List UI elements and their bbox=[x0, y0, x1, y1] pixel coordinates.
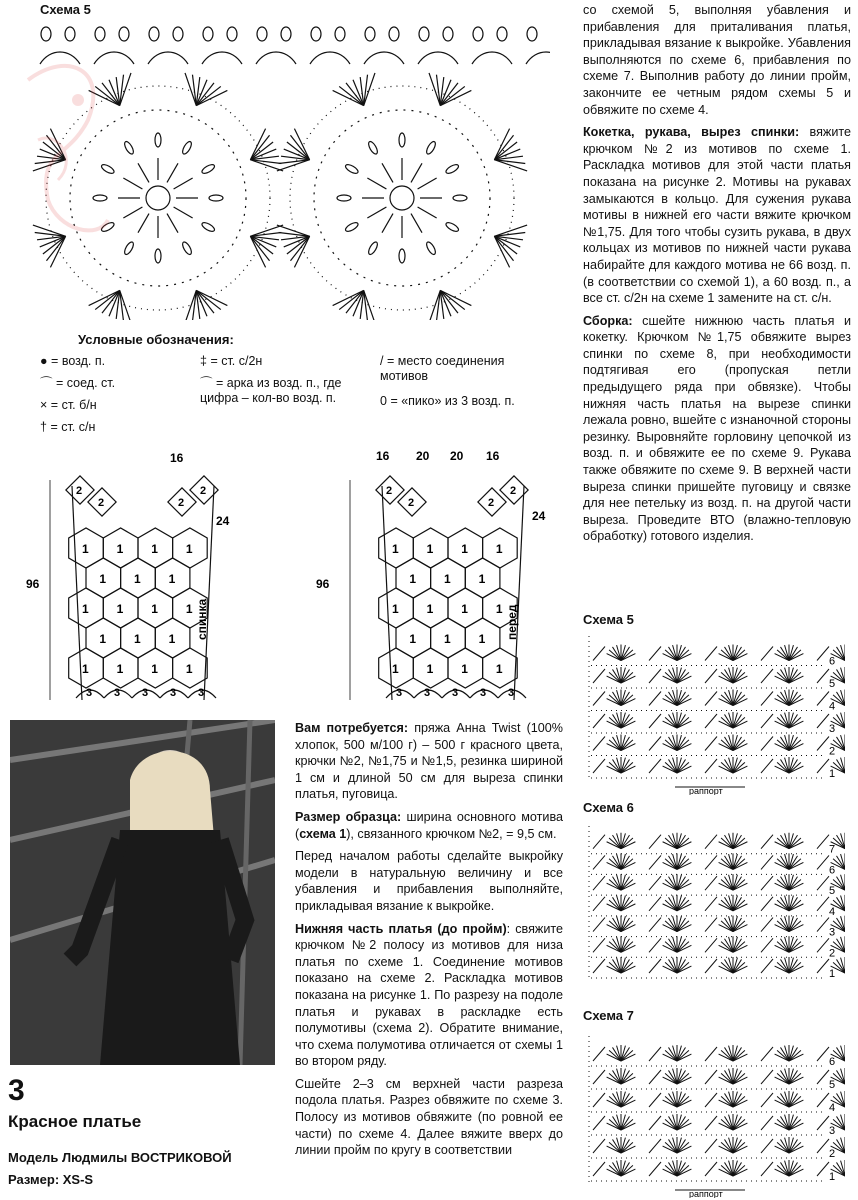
middle-column: Вам потребуется: пряжа Анна Twist (100% хлопок, 500 м/100 г) – 500 г красного цвета, крючки №2, №1,75 и №1,5, резинка шириной 1 см и длиной 50 см для выреза спинки платья, пуговица. Размер образца: ширина основного мотива (схема 1), связанного крючком №2, = 9,5 см. Перед началом работы сделайте выкройку модели в натуральную величину и все убавления и прибавления выполняйте, прикладывая вязание к выкройке. Нижняя часть платья (до пройм): свяжите крючком №2 полосу из мотивов для низа платья по схеме 1. Соединение мотивов показано на схеме 2. Раскладка мотивов показана на рисунке 1. По разрезу на подоле платья и рукавах в раскладке есть полумотивы (схема 2). Обратите внимание, что схема полумотива отличается от схемы 1 во втором ряду. Сшейте 2–3 см верхней части разреза подола платья. Разрез обвяжите по схеме 3. Полосу из мотивов обвяжите (по ровной ее части) по схеме 4. Далее вяжите вверх до линии пройм по кругу в соответствии bbox=[295, 721, 563, 1158]
front-w1: 16 bbox=[376, 450, 390, 463]
legend-item: ‡ = ст. с/2н bbox=[200, 354, 263, 368]
motif-number: 1 bbox=[478, 572, 486, 586]
motif-number: 3 bbox=[452, 687, 459, 699]
motif-number: 1 bbox=[133, 632, 141, 646]
front-w4: 16 bbox=[486, 450, 500, 463]
row-number: 5 bbox=[829, 1079, 836, 1091]
motif-number: 1 bbox=[185, 602, 193, 616]
motif-number: 1 bbox=[151, 662, 158, 676]
motif-number: 2 bbox=[98, 497, 105, 509]
motif-number: 1 bbox=[409, 632, 417, 646]
legend-item: † = ст. с/н bbox=[40, 420, 96, 434]
row-number: 5 bbox=[829, 885, 836, 898]
motif-number: 3 bbox=[114, 687, 121, 699]
model-photo bbox=[10, 720, 275, 1065]
model-author: Модель Людмилы ВОСТРИКОВОЙ bbox=[8, 1150, 232, 1165]
motif-number: 1 bbox=[495, 602, 503, 616]
motif-number: 2 bbox=[76, 485, 83, 497]
legend-item: × = ст. б/н bbox=[40, 398, 97, 412]
motif-number: 1 bbox=[461, 602, 468, 616]
motif-number: 1 bbox=[426, 662, 434, 676]
row-number: 6 bbox=[829, 864, 836, 877]
motif-number: 3 bbox=[170, 687, 177, 699]
article-title: Красное платье bbox=[8, 1112, 142, 1131]
motif-number: 1 bbox=[99, 632, 107, 646]
row-number: 7 bbox=[829, 843, 836, 856]
right-column: со схемой 5, выполняя убавления и прибавления для приталивания платья, прикладывая вязание к выкройке. Убавления выполняются по схеме 6, прибавления по схеме 7. Выполнив работу до линии пройм, закончите ее четным рядом схемы 5 и обвяжите по схеме 4. Кокетка, рукава, вырез спинки: вяжите крючком №2 из мотивов по схеме 1. Раскладка мотивов для этой части платья показана на рисунке 2. Мотивы на рукавах замыкаются в кольцо. Для сужения рукава мотивы в нижней его части вяжите крючком №1,75. Для того чтобы сузить рукава, в двух кольцах из мотивов по нижней части рукава набирайте для каждого мотива не 66 возд. п. (в соответствии со схемой 1), а 60 возд. п., а все ст. с/2н на схеме 1 замените на ст. с/н. Сборка: сшейте нижнюю часть платья и кокетку. Крючком №1,75 обвяжите вырез спинки по схеме 8, при необходимости подтягивая его (пропуская петли предыдущего ряда при обвязке). Чтобы нижняя часть платья на вырезе спинки лежала ровно, вшейте с изнаночной стороны резинку. Выровняйте горловину цепочкой из возд. п. и обвяжите ее по схеме 9. Рукава также обвяжите по схеме 9. В верхней части выреза спинки пришейте пуговицу и связке для нее петельку из возд. п. на другой части выреза. Проведите ВТО (влажно-тепловую обработку) готового изделия. bbox=[583, 3, 851, 544]
motif-number: 3 bbox=[86, 687, 93, 699]
back-label: спинка bbox=[195, 598, 209, 640]
front-label: перед bbox=[505, 604, 519, 640]
rapport-label: раппорт bbox=[689, 786, 723, 795]
motif-number: 3 bbox=[142, 687, 149, 699]
scheme6-diagram bbox=[585, 820, 845, 995]
legend-item: ● = возд. п. bbox=[40, 354, 106, 368]
legend-title: Условные обозначения: bbox=[78, 332, 234, 347]
motif-number: 1 bbox=[495, 542, 503, 556]
front-depth: 24 bbox=[532, 509, 546, 523]
row-number: 2 bbox=[829, 745, 836, 758]
motif-number: 3 bbox=[198, 687, 205, 699]
row-number: 2 bbox=[829, 947, 836, 960]
row-number: 3 bbox=[829, 1125, 836, 1137]
watermark-logo bbox=[8, 40, 128, 260]
motif-number: 2 bbox=[488, 497, 495, 509]
motif-number: 3 bbox=[396, 687, 403, 699]
motif-number: 1 bbox=[392, 602, 399, 616]
motif-number: 1 bbox=[116, 662, 124, 676]
motif-number: 2 bbox=[386, 485, 393, 497]
scheme5-diagram bbox=[585, 630, 845, 795]
legend-item: 0 = «пико» из 3 возд. п. bbox=[380, 394, 515, 408]
motif-number: 1 bbox=[478, 632, 486, 646]
motif-center bbox=[390, 186, 414, 210]
motif-number: 1 bbox=[426, 602, 434, 616]
motif-number: 3 bbox=[424, 687, 431, 699]
scheme7-title: Схема 7 bbox=[583, 1008, 634, 1023]
motif-number: 1 bbox=[133, 572, 141, 586]
motif-number: 1 bbox=[185, 542, 193, 556]
motif-number: 2 bbox=[510, 485, 517, 497]
motif-number: 1 bbox=[116, 542, 124, 556]
motif-number: 2 bbox=[200, 485, 207, 497]
row-number: 1 bbox=[829, 1171, 836, 1183]
back-depth: 24 bbox=[216, 514, 230, 528]
article-number: 3 bbox=[8, 1074, 25, 1107]
motif-number: 1 bbox=[99, 572, 107, 586]
motif-number: 2 bbox=[178, 497, 185, 509]
front-w3: 20 bbox=[450, 450, 464, 463]
motif-number: 1 bbox=[82, 542, 89, 556]
motif-number: 1 bbox=[168, 572, 176, 586]
motif-number: 1 bbox=[168, 632, 176, 646]
scheme5-title: Схема 5 bbox=[583, 612, 634, 627]
size: Размер: XS-S bbox=[8, 1172, 94, 1187]
row-number: 6 bbox=[829, 655, 836, 668]
motif-number: 1 bbox=[426, 542, 434, 556]
back-neck: 16 bbox=[170, 451, 184, 465]
row-number: 3 bbox=[829, 926, 836, 939]
row-number: 1 bbox=[829, 768, 836, 780]
motif-number: 1 bbox=[116, 602, 124, 616]
pattern-layout bbox=[20, 450, 550, 710]
row-number: 4 bbox=[829, 905, 836, 918]
motif-center bbox=[146, 186, 170, 210]
legend-item: ⌒ = соед. ст. bbox=[40, 376, 116, 390]
scheme7-diagram bbox=[585, 1030, 845, 1198]
legend bbox=[40, 354, 560, 444]
row-number: 1 bbox=[829, 968, 836, 980]
legend-item: / = место соединения мотивов bbox=[380, 354, 505, 383]
row-number: 4 bbox=[829, 700, 836, 713]
motif-number: 1 bbox=[185, 662, 193, 676]
motif-number: 1 bbox=[409, 572, 417, 586]
front-w2: 20 bbox=[416, 450, 430, 463]
motif-number: 1 bbox=[443, 572, 451, 586]
motif-number: 1 bbox=[151, 602, 158, 616]
rapport-label: раппорт bbox=[689, 1189, 723, 1198]
motif-number: 1 bbox=[82, 602, 89, 616]
motif-number: 1 bbox=[461, 662, 468, 676]
front-height: 96 bbox=[316, 577, 330, 591]
motif-number: 3 bbox=[508, 687, 515, 699]
motif-number: 1 bbox=[443, 632, 451, 646]
scheme-title-top: Схема 5 bbox=[40, 2, 91, 17]
row-number: 4 bbox=[829, 1102, 836, 1114]
row-number: 3 bbox=[829, 723, 836, 735]
motif-number: 1 bbox=[82, 662, 89, 676]
motif-number: 1 bbox=[461, 542, 468, 556]
scheme6-title: Схема 6 bbox=[583, 800, 634, 815]
legend-item: ⌒ = арка из возд. п., где цифра – кол-во возд. п. bbox=[200, 376, 342, 405]
back-height: 96 bbox=[26, 577, 40, 591]
motif-number: 1 bbox=[151, 542, 158, 556]
row-number: 5 bbox=[829, 678, 836, 690]
motif-number: 2 bbox=[408, 497, 415, 509]
motif-number: 3 bbox=[480, 687, 487, 699]
motif-number: 1 bbox=[392, 662, 399, 676]
motif-number: 1 bbox=[495, 662, 503, 676]
row-number: 6 bbox=[829, 1056, 836, 1068]
motif-number: 1 bbox=[392, 542, 399, 556]
row-number: 2 bbox=[829, 1148, 836, 1160]
